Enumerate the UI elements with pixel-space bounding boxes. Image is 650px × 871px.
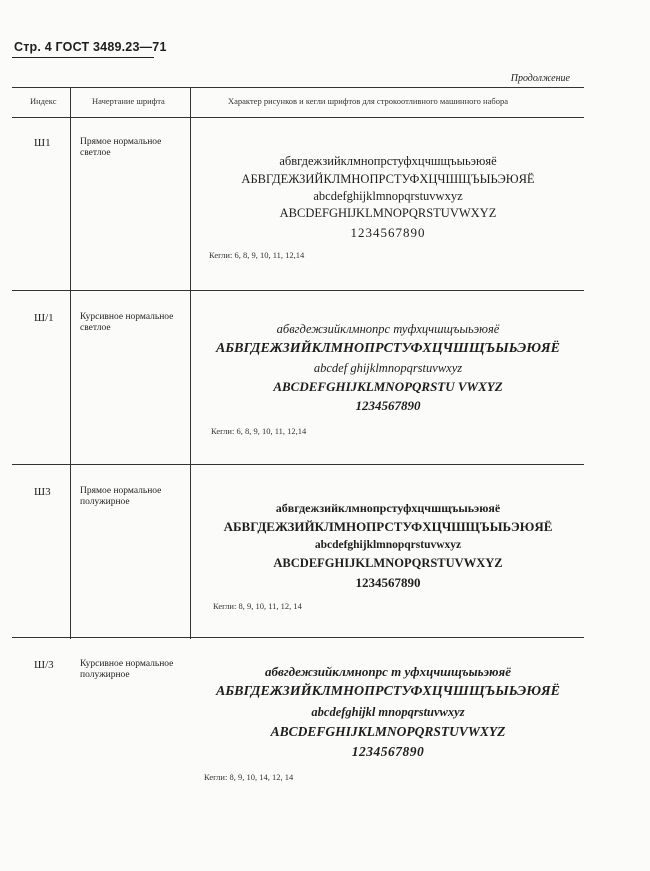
sample-digits: 1234567890 xyxy=(355,398,421,413)
row-separator xyxy=(12,637,584,638)
header-underline xyxy=(12,57,154,58)
sample-lowercase-latin: abcdefghijklmnopqrstuvwxyz xyxy=(313,189,463,203)
sample-uppercase-latin: ABCDEFGHIJKLMNOPQRSTUVWXYZ xyxy=(270,724,506,739)
col-header-style: Начертание шрифта xyxy=(92,96,165,106)
sample-lowercase-latin: abcdef ghijklmnopqrstuvwxyz xyxy=(313,361,463,375)
row-style-name: Курсивное нормальное полужирное xyxy=(80,659,174,680)
font-sizes: Кегли: 8, 9, 10, 11, 12, 14 xyxy=(213,601,302,611)
font-sample-block xyxy=(192,320,584,416)
row-index: Ш3 xyxy=(34,486,51,498)
font-sample-block xyxy=(192,662,584,763)
col-header-character: Характер рисунков и кегли шрифтов для строкоотливного машинного набора xyxy=(228,96,508,106)
font-sample-block xyxy=(192,499,584,593)
sample-lowercase-latin: abcdefghijkl mnopqrstuvwxyz xyxy=(311,705,465,719)
sample-uppercase-cyrillic: АБВГДЕЖЗИЙКЛМНОПРСТУФХЦЧШЩЪЫЬЭЮЯЁ xyxy=(223,519,553,534)
font-sizes: Кегли: 6, 8, 9, 10, 11, 12,14 xyxy=(211,426,307,436)
row-index: Ш/3 xyxy=(34,659,54,671)
sample-lowercase-cyrillic: абвгдежзийклмнопрстуфхцчшщъыьэюяё xyxy=(279,154,497,168)
row-style-name: Прямое нормальное светлое xyxy=(80,137,162,158)
font-sizes: Кегли: 6, 8, 9, 10, 11, 12,14 xyxy=(209,250,305,260)
sample-digits: 1234567890 xyxy=(351,744,425,759)
continuation-label: Продолжение xyxy=(510,73,570,84)
sample-digits: 1234567890 xyxy=(355,575,421,590)
col-rule-1 xyxy=(70,87,71,639)
row-style-name: Курсивное нормальное светлое xyxy=(80,312,174,333)
col-header-index: Индекс xyxy=(30,96,57,106)
sample-digits: 1234567890 xyxy=(350,225,426,240)
sample-lowercase-cyrillic: абвгдежзийклмнопрс т уфхцчшщъыьэюяё xyxy=(265,664,511,679)
sample-lowercase-latin: abcdefghijklmnopqrstuvwxyz xyxy=(314,539,462,551)
font-sizes: Кегли: 8, 9, 10, 14, 12, 14 xyxy=(204,772,294,782)
page-header: Стр. 4 ГОСТ 3489.23—71 xyxy=(14,40,167,54)
sample-uppercase-latin: ABCDEFGHIJKLMNOPQRSTUVWXYZ xyxy=(273,556,503,570)
sample-uppercase-latin: ABCDEFGHIJKLMNOPQRSTUVWXYZ xyxy=(279,206,497,220)
row-separator xyxy=(12,464,584,465)
row-index: Ш1 xyxy=(34,137,51,149)
sample-lowercase-cyrillic: абвгдежзийклмнопрстуфхцчшщъыьэюяё xyxy=(275,501,501,515)
sample-uppercase-cyrillic: АБВГДЕЖЗИЙКЛМНОПРСТУФХЦЧШЩЪЫЬЭЮЯЁ xyxy=(215,684,561,699)
col-rule-2 xyxy=(190,87,191,639)
sample-uppercase-cyrillic: АБВГДЕЖЗИЙКЛМНОПРСТУФХЦЧШЩЪЫЬЭЮЯЁ xyxy=(215,341,561,356)
table-top-rule xyxy=(12,87,584,88)
font-sample-block xyxy=(192,152,584,244)
sample-uppercase-cyrillic: АБВГДЕЖЗИЙКЛМНОПРСТУФХЦЧШЩЪЫЬЭЮЯЁ xyxy=(241,172,535,186)
sample-uppercase-latin: ABCDEFGHIJKLMNOPQRSTU VWXYZ xyxy=(273,379,503,394)
table-header-rule xyxy=(12,117,584,118)
sample-lowercase-cyrillic: абвгдежзийклмнопрс туфхцчшщъыьэюяё xyxy=(276,322,500,336)
row-separator xyxy=(12,290,584,291)
row-style-name: Прямое нормальное полужирное xyxy=(80,486,162,507)
row-index: Ш/1 xyxy=(34,312,54,324)
